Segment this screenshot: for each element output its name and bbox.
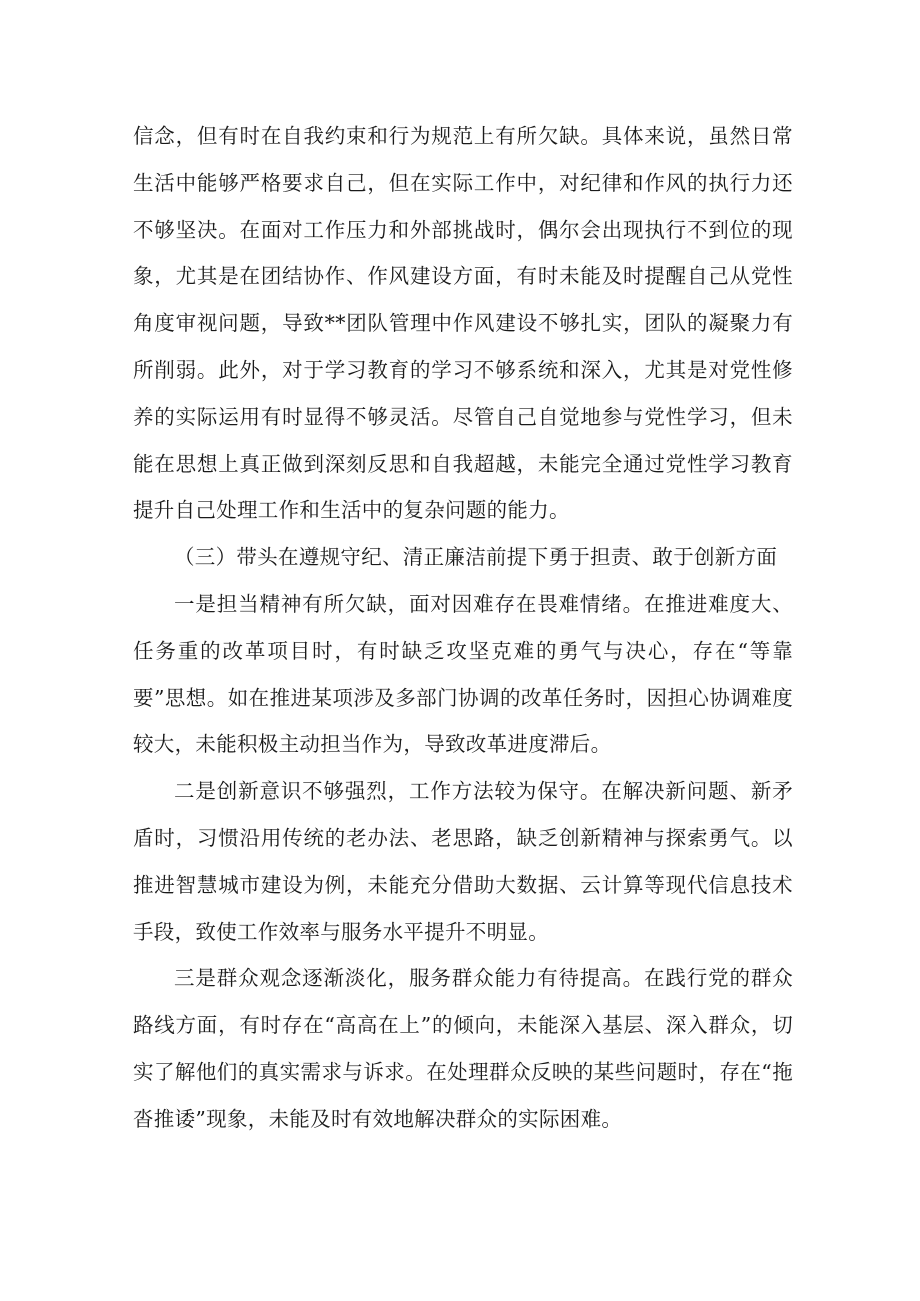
paragraph-point-one: 一是担当精神有所欠缺，面对因难存在畏难情绪。在推进难度大、任务重的改革项目时，有时缺乏攻坚克难的勇气与决心，存在“等靠要”思想。如在推进某项涉及多部门协调的改革任务时，因担心协调难度较大，未能积极主动担当作为，导致改革进度滞后。 <box>133 591 793 757</box>
document-body <box>133 113 793 1143</box>
paragraph-point-three: 三是群众观念逐渐淡化，服务群众能力有待提高。在践行党的群众路线方面，有时存在“高高在上”的倾向，未能深入基层、深入群众，切实了解他们的真实需求与诉求。在处理群众反映的某些问题时，存在“拖沓推诿”现象，未能及时有效地解决群众的实际困难。 <box>133 966 793 1131</box>
section-heading-three: （三）带头在遵规守纪、清正廉洁前提下勇于担责、敢于创新方面 <box>174 545 778 570</box>
paragraph-continuation: 信念，但有时在自我约束和行为规范上有所欠缺。具体来说，虽然日常生活中能够严格要求自己，但在实际工作中，对纪律和作风的执行力还不够坚决。在面对工作压力和外部挑战时，偶尔会出现执行不到位的现象，尤其是在团结协作、作风建设方面，有时未能及时提醒自己从党性角度审视问题，导致**团队管理中作风建设不够扎实，团队的凝聚力有所削弱。此外，对于学习教育的学习不够系统和深入，尤其是对党性修养的实际运用有时显得不够灵活。尽管自己自觉地参与党性学习，但未能在思想上真正做到深刻反思和自我超越，未能完全通过党性学习教育提升自己处理工作和生活中的复杂问题的能力。 <box>133 124 793 523</box>
paragraph-point-two: 二是创新意识不够强烈，工作方法较为保守。在解决新问题、新矛盾时，习惯沿用传统的老办法、老思路，缺乏创新精神与探索勇气。以推进智慧城市建设为例，未能充分借助大数据、云计算等现代信息技术手段，致使工作效率与服务水平提升不明显。 <box>133 779 793 944</box>
